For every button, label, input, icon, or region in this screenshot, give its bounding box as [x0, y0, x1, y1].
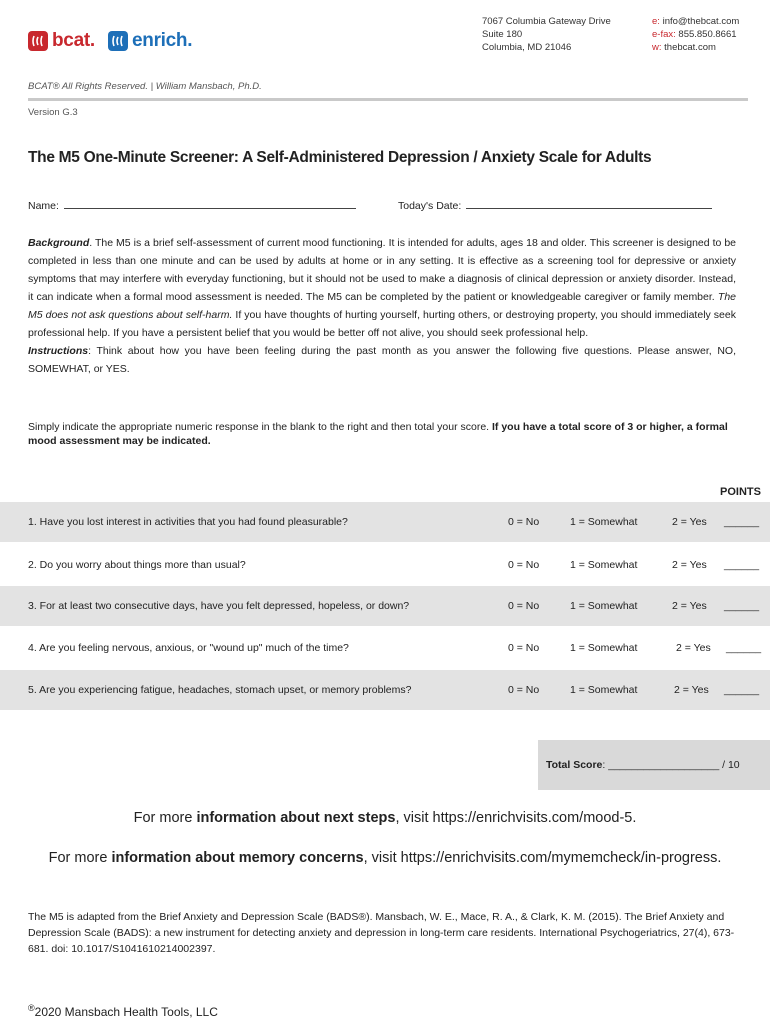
scoring-text: Simply indicate the appropriate numeric response in the blank to the right and then total your score. [28, 421, 493, 433]
name-field[interactable] [28, 198, 356, 212]
background-italic: The M5 does not ask questions about self-harm. [28, 291, 736, 321]
option-no: 0 = No [508, 684, 540, 696]
option-yes: 2 = Yes [672, 600, 707, 612]
header-divider [28, 98, 748, 101]
instructions-text: : Think about how you have been feeling during the past month as you answer the following five questions. Please answer, NO, SOMEWHAT, or YES. [28, 345, 736, 375]
background-text-2: If you have thoughts of hurting yourself, hurting others, or destroying property, you should immediately seek professional help. If you have a persistent belief that you would be better off not alive, you should seek professional help. [28, 309, 736, 339]
scoring-threshold: If you have a total score of 3 or higher, a formal mood assessment may be indicated. [28, 421, 728, 447]
rights-notice: BCAT® All Rights Reserved. | William Mansbach, Ph.D. [28, 81, 262, 92]
memory-link[interactable]: , visit https://enrichvisits.com/mymemcheck/in-progress. [363, 850, 722, 866]
points-blank[interactable]: ______ [724, 559, 760, 571]
address-line: Columbia, MD 21046 [482, 42, 572, 53]
option-yes: 2 = Yes [672, 559, 707, 571]
total-score-label: Total Score [546, 759, 603, 771]
points-header: POINTS [720, 486, 761, 498]
reference-citation: The M5 is adapted from the Brief Anxiety and Depression Scale (BADS®). Mansbach, W. E., Mace, R. A., & Clark, K. M. (2015). The Brief Anxiety and Depression Scale (BADS): a new instrument for detecting anxiety and depression in long-term care residents. International Psychogeriatrics, 27(4), 673-681. doi: 10.1017/S1041610214002397. [28, 911, 735, 955]
option-no: 0 = No [508, 559, 540, 571]
question-text: 3. For at least two consecutive days, have you felt depressed, hopeless, or down? [28, 600, 410, 612]
address-line: Suite 180 [482, 29, 523, 40]
question-row-3 [0, 586, 770, 626]
date-field[interactable] [398, 198, 712, 212]
info-bold: information about next steps [196, 810, 396, 826]
question-row-2 [0, 545, 770, 585]
option-yes: 2 = Yes [672, 516, 707, 528]
address-line: 7067 Columbia Gateway Drive [482, 16, 611, 27]
background-text: . The M5 is a brief self-assessment of current mood functioning. It is intended for adults, ages 18 and older. This screener is designed to be completed in less than one minute and can be used by adults at home or in any setting. It is effective as a screening tool for depressive or anxiety symptoms that may interfere with everyday functioning, but it should not be used to make a diagnosis of clinical depression or anxiety disorder. Instead, it can indicate when a formal mood assessment is needed. The M5 can be completed by the patient or knowledgeable caregiver or family member. [28, 237, 736, 303]
option-somewhat: 1 = Somewhat [570, 600, 638, 612]
form-title: The M5 One-Minute Screener: A Self-Administered Depression / Anxiety Scale for Adults [28, 149, 652, 166]
option-yes: 2 = Yes [674, 684, 709, 696]
option-no: 0 = No [508, 642, 540, 654]
contact-website[interactable]: thebcat.com [664, 42, 716, 53]
option-somewhat: 1 = Somewhat [570, 642, 638, 654]
enrich-logo-icon [108, 31, 128, 51]
total-score-box [538, 740, 770, 790]
name-label: Name: [28, 200, 59, 212]
instructions-label: Instructions [28, 345, 89, 357]
contact-email[interactable]: info@thebcat.com [662, 16, 740, 27]
question-text: 1. Have you lost interest in activities that you had found pleasurable? [28, 516, 348, 528]
contact-label: e-fax: [652, 29, 676, 40]
next-steps-link[interactable]: , visit https://enrichvisits.com/mood-5. [395, 810, 637, 826]
option-yes: 2 = Yes [676, 642, 711, 654]
enrich-logo-text: enrich. [132, 30, 193, 51]
background-paragraph [28, 234, 736, 378]
bcat-logo [28, 30, 95, 52]
points-blank[interactable]: ______ [726, 642, 762, 654]
version-label: Version G.3 [28, 107, 78, 118]
date-label: Today's Date: [398, 200, 462, 212]
enrich-logo [108, 30, 192, 52]
next-steps-info [0, 810, 770, 826]
scoring-instructions [28, 420, 728, 448]
question-text: 4. Are you feeling nervous, anxious, or "wound up" much of the time? [28, 642, 349, 654]
contact-block [652, 15, 739, 54]
total-score[interactable] [546, 759, 740, 771]
copyright-symbol: ® [28, 1003, 35, 1013]
contact-label: e: [652, 16, 660, 27]
question-row-5 [0, 670, 770, 710]
info-prefix: For more [48, 850, 112, 866]
question-text: 2. Do you worry about things more than usual? [28, 559, 246, 571]
info-bold: information about memory concerns [111, 850, 364, 866]
option-somewhat: 1 = Somewhat [570, 516, 638, 528]
option-somewhat: 1 = Somewhat [570, 559, 638, 571]
option-somewhat: 1 = Somewhat [570, 684, 638, 696]
contact-fax: 855.850.8661 [678, 29, 737, 40]
points-blank[interactable]: ______ [724, 684, 760, 696]
total-score-field[interactable]: : ___________________ / 10 [602, 759, 740, 771]
question-text: 5. Are you experiencing fatigue, headaches, stomach upset, or memory problems? [28, 684, 412, 696]
date-input-line[interactable] [466, 198, 712, 209]
question-row-4 [0, 628, 770, 668]
name-input-line[interactable] [64, 198, 356, 209]
info-prefix: For more [133, 810, 197, 826]
option-no: 0 = No [508, 516, 540, 528]
option-no: 0 = No [508, 600, 540, 612]
question-row-1 [0, 502, 770, 542]
copyright [28, 1003, 218, 1019]
address-block [482, 15, 611, 54]
memory-info [0, 850, 770, 866]
points-blank[interactable]: ______ [724, 600, 760, 612]
bcat-logo-icon [28, 31, 48, 51]
background-label: Background [28, 237, 90, 249]
bcat-logo-text: bcat. [52, 30, 95, 51]
copyright-text: 2020 Mansbach Health Tools, LLC [34, 1005, 218, 1019]
contact-label: w: [652, 42, 662, 53]
points-blank[interactable]: ______ [724, 516, 760, 528]
